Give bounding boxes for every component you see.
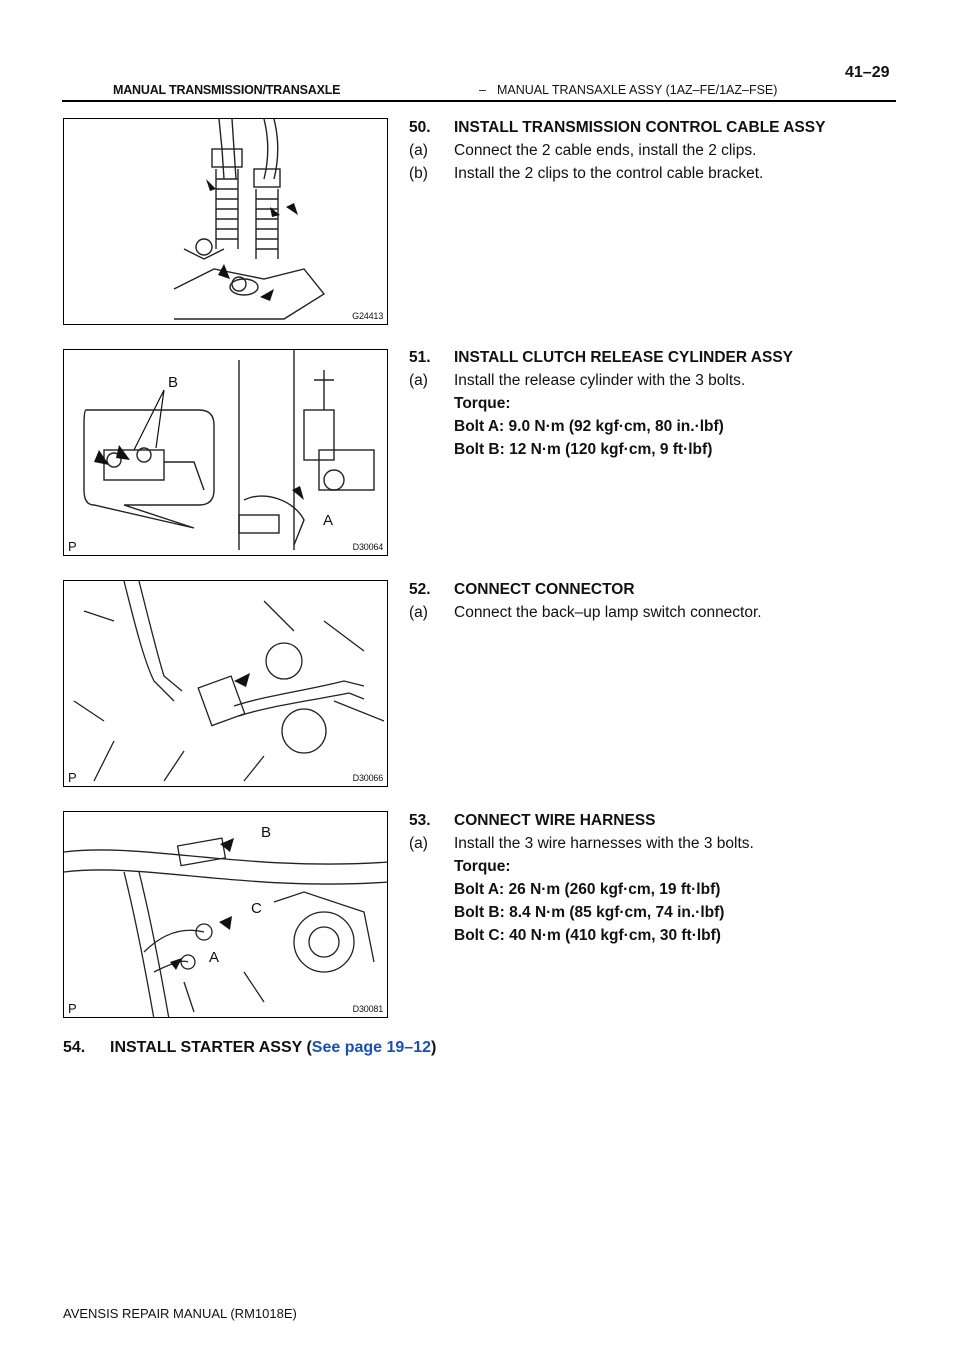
callout-bolt-c: C bbox=[251, 900, 262, 917]
backup-lamp-connector-illustration bbox=[64, 581, 388, 787]
torque-bolt-a: Bolt A: 9.0 N·m (92 kgf·cm, 80 in.·lbf) bbox=[454, 418, 724, 435]
clutch-release-cylinder-illustration bbox=[64, 350, 388, 556]
step-number: 54. bbox=[63, 1039, 86, 1056]
step-number: 51. bbox=[409, 349, 431, 366]
step-title: INSTALL STARTER ASSY ( bbox=[110, 1039, 312, 1056]
torque-bolt-b: Bolt B: 12 N·m (120 kgf·cm, 9 ft·lbf) bbox=[454, 441, 713, 458]
footer-manual-title: AVENSIS REPAIR MANUAL (RM1018E) bbox=[63, 1306, 297, 1321]
header-section-title: MANUAL TRANSMISSION/TRANSAXLE bbox=[113, 83, 341, 97]
see-page-link[interactable]: See page 19–12 bbox=[311, 1039, 431, 1056]
step-title: INSTALL TRANSMISSION CONTROL CABLE ASSY bbox=[454, 119, 826, 136]
wire-harness-illustration bbox=[64, 812, 388, 1018]
step-50-heading bbox=[409, 117, 909, 139]
step-54-heading bbox=[63, 1039, 436, 1057]
sub-label: (a) bbox=[409, 142, 428, 159]
step-51-sub-a bbox=[409, 370, 909, 392]
figure-code: G24413 bbox=[352, 311, 383, 321]
sub-text: Install the 2 clips to the control cable bracket. bbox=[454, 165, 764, 182]
page-number: 41–29 bbox=[845, 64, 890, 81]
sub-text: Install the release cylinder with the 3 bolts. bbox=[454, 372, 746, 389]
figure-backup-lamp-connector bbox=[63, 580, 388, 787]
control-cable-illustration bbox=[64, 119, 388, 325]
step-53-heading bbox=[409, 810, 909, 832]
figure-code: D30081 bbox=[352, 1004, 383, 1014]
step-51-heading bbox=[409, 347, 909, 369]
sub-label: (a) bbox=[409, 372, 428, 389]
torque-bolt-b: Bolt B: 8.4 N·m (85 kgf·cm, 74 in.·lbf) bbox=[454, 904, 725, 921]
callout-bolt-a: A bbox=[209, 949, 220, 966]
callout-bolt-b: B bbox=[261, 824, 272, 841]
step-close-paren: ) bbox=[431, 1039, 437, 1056]
sub-label: (b) bbox=[409, 165, 428, 182]
torque-label: Torque: bbox=[454, 858, 511, 875]
sub-text: Connect the back–up lamp switch connector. bbox=[454, 604, 762, 621]
step-50-sub-a bbox=[409, 140, 909, 162]
sub-label: (a) bbox=[409, 604, 428, 621]
sub-text: Connect the 2 cable ends, install the 2 clips. bbox=[454, 142, 757, 159]
figure-mark: P bbox=[68, 770, 77, 785]
step-number: 53. bbox=[409, 812, 431, 829]
figure-wire-harness bbox=[63, 811, 388, 1018]
step-53-sub-a bbox=[409, 833, 909, 855]
step-50-sub-b bbox=[409, 163, 909, 185]
step-52-sub-a bbox=[409, 602, 909, 624]
step-52-heading bbox=[409, 579, 909, 601]
header-subsection-title: MANUAL TRANSAXLE ASSY (1AZ–FE/1AZ–FSE) bbox=[497, 83, 778, 97]
figure-control-cable bbox=[63, 118, 388, 325]
torque-bolt-a: Bolt A: 26 N·m (260 kgf·cm, 19 ft·lbf) bbox=[454, 881, 721, 898]
torque-label: Torque: bbox=[454, 395, 511, 412]
sub-label: (a) bbox=[409, 835, 428, 852]
step-title: CONNECT WIRE HARNESS bbox=[454, 812, 656, 829]
header-separator: – bbox=[479, 83, 486, 97]
callout-bolt-b: B bbox=[168, 374, 179, 391]
figure-clutch-release-cylinder bbox=[63, 349, 388, 556]
figure-mark: P bbox=[68, 1001, 77, 1016]
figure-code: D30064 bbox=[352, 542, 383, 552]
callout-bolt-a: A bbox=[323, 512, 334, 529]
step-number: 52. bbox=[409, 581, 431, 598]
figure-mark: P bbox=[68, 539, 77, 554]
step-number: 50. bbox=[409, 119, 431, 136]
step-title: INSTALL CLUTCH RELEASE CYLINDER ASSY bbox=[454, 349, 794, 366]
torque-bolt-c: Bolt C: 40 N·m (410 kgf·cm, 30 ft·lbf) bbox=[454, 927, 721, 944]
figure-code: D30066 bbox=[352, 773, 383, 783]
sub-text: Install the 3 wire harnesses with the 3 bolts. bbox=[454, 835, 754, 852]
header-rule bbox=[62, 100, 896, 102]
step-title: CONNECT CONNECTOR bbox=[454, 581, 635, 598]
